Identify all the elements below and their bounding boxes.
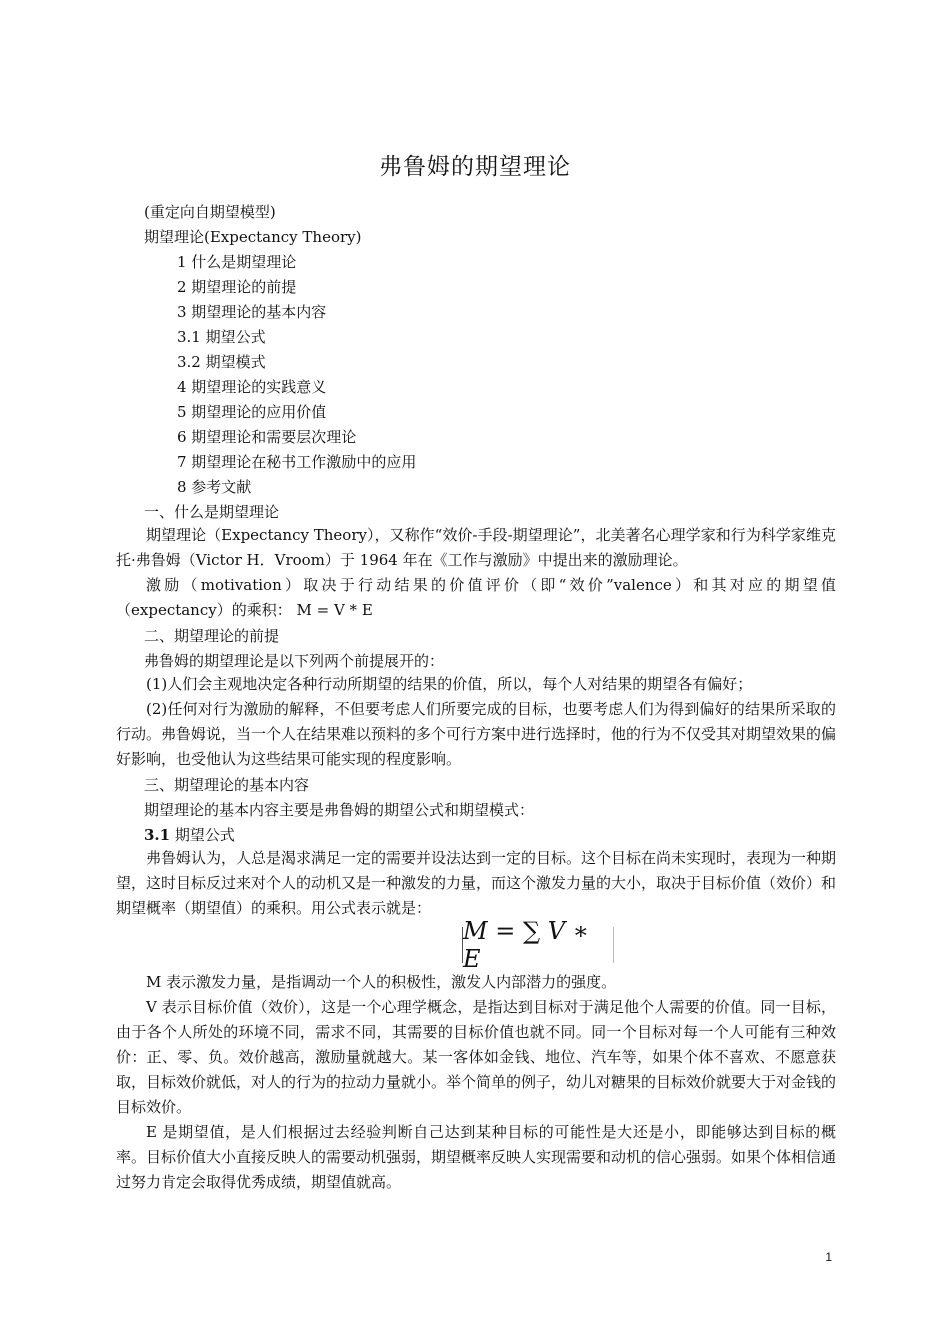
section-heading: 一、什么是期望理论 [144,503,280,521]
toc-item[interactable]: 8 参考文献 [177,478,252,496]
subsection-label: 期望公式 [170,826,235,844]
formula-image: M = ∑ V ∗ E [462,927,614,963]
paragraph: 弗鲁姆的期望理论是以下列两个前提展开的： [144,652,445,670]
page-number: 1 [825,1250,832,1264]
toc-item[interactable]: 7 期望理论在秘书工作激励中的应用 [177,453,417,471]
paragraph: V 表示目标价值（效价），这是一个心理学概念，是指达到目标对于满足他个人需要的价值。同一目标，由于各个人所处的环境不同，需求不同，其需要的目标价值也就不同。同一个目标对每一个人可能有三种效价：正、零、负。效价越高，激励量就越大。某一客体如金钱、地位、汽车等，如果个体不喜欢、不愿意获取，目标效价就低，对人的行为的拉动力量就小。举个简单的例子，幼儿对糖果的目标效价就要大于对金钱的目标效价。 [116,998,837,1116]
subsection-heading [144,826,235,844]
subsection-number: 3.1 [144,826,171,844]
toc-item[interactable]: 3.2 期望模式 [177,353,266,371]
paragraph: (2)任何对行为激励的解释，不但要考虑人们所要完成的目标，也要考虑人们为得到偏好的结果所采取的行动。弗鲁姆说，当一个人在结果难以预料的多个可行方案中进行选择时，他的行为不仅受其对期望效果的偏好影响，也受他认为这些结果可能实现的程度影响。 [116,700,837,768]
paragraph: 弗鲁姆认为，人总是渴求满足一定的需要并设法达到一定的目标。这个目标在尚未实现时，表现为一种期望，这时目标反过来对个人的动机又是一种激发的力量，而这个激发力量的大小，取决于目标价值（效价）和期望概率（期望值）的乘积。用公式表示就是： [116,849,837,917]
paragraph: 激励（motivation）取决于行动结果的价值评价（即“效价”valence）和其对应的期望值（expectancy）的乘积： M = V * E [116,576,836,619]
toc-item[interactable]: 1 什么是期望理论 [177,253,297,271]
toc-item[interactable]: 3 期望理论的基本内容 [177,303,327,321]
toc-item[interactable]: 6 期望理论和需要层次理论 [177,428,357,446]
section-heading: 三、期望理论的基本内容 [144,776,310,794]
toc-item[interactable]: 4 期望理论的实践意义 [177,378,327,396]
toc-item[interactable]: 2 期望理论的前提 [177,278,297,296]
paragraph: (1)人们会主观地决定各种行动所期望的结果的价值，所以，每个人对结果的期望各有偏好； [146,675,753,693]
document-title: 弗鲁姆的期望理论 [379,154,571,180]
section-heading: 二、期望理论的前提 [144,627,280,645]
toc-item[interactable]: 3.1 期望公式 [177,328,266,346]
paragraph: 期望理论（Expectancy Theory），又称作“效价-手段-期望理论”，北美著名心理学家和行为科学家维克托·弗鲁姆（Victor H．Vroom）于 1964 年在《工作与激励》中提出来的激励理论。 [116,526,836,569]
redirect-note: (重定向自期望模型) [144,203,276,221]
paragraph: E 是期望值，是人们根据过去经验判断自己达到某种目标的可能性是大还是小，即能够达到目标的概率。目标价值大小直接反映人的需要动机强弱，期望概率反映人实现需要和动机的信心强弱。如果个体相信通过努力肯定会取得优秀成绩，期望值就高。 [116,1123,837,1191]
paragraph: M 表示激发力量，是指调动一个人的积极性，激发人内部潜力的强度。 [146,973,617,991]
subtitle: 期望理论(Expectancy Theory) [144,228,362,246]
toc-item[interactable]: 5 期望理论的应用价值 [177,403,327,421]
paragraph: 期望理论的基本内容主要是弗鲁姆的期望公式和期望模式： [144,801,535,819]
